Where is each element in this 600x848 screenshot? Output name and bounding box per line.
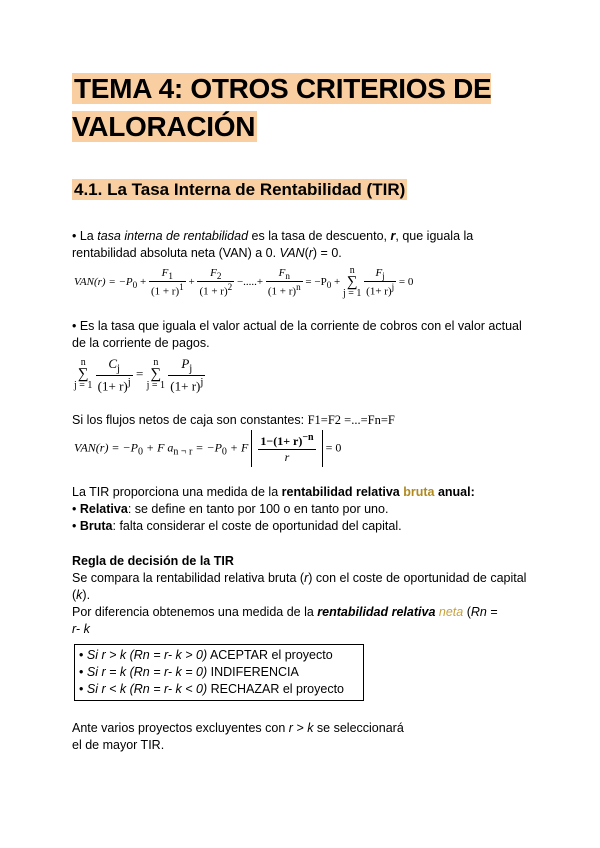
tir-measure-paragraph: La TIR proporciona una medida de la rentabilidad relativa bruta anual: • Relativa: se define en tanto por 100 o en tanto por uno. • Bruta: falta considerar el coste de oportunidad del capital. [72,485,475,533]
rule-accept: • Si r > k (Rn = r- k > 0) ACEPTAR el proyecto [79,648,333,662]
decision-rule-box [74,644,364,701]
final-paragraph: Ante varios proyectos excluyentes con r > k se seleccionará el de mayor TIR. [72,721,404,752]
intro-paragraph: • La tasa interna de rentabilidad es la tasa de descuento, r, que iguala la rentabilidad absoluta neta (VAN) a 0. VAN(r) = 0. [72,229,474,260]
decision-rule-section: Regla de decisión de la TIR Se compara la rentabilidad relativa bruta (r) con el coste de oportunidad de capital (k). Por diferencia obtenemos una medida de la rentabilidad relativa neta (Rn = r- k [72,554,527,636]
van-constant-equation: $VAN(r) = -P_0 + F$ $a_{n \neg r} = -P_0 + F$ $\frac{1-(1+ r)^{-n}}{r}$ = 0 [74,430,341,467]
rule-indifference: • Si r = k (Rn = r- k = 0) INDIFERENCIA [79,665,299,679]
page-title: TEMA 4: OTROS CRITERIOS DE VALORACIÓN [72,73,492,142]
section-heading: 4.1. La Tasa Interna de Rentabilidad (TIR) [74,180,406,199]
flujos-constantes-paragraph: Si los flujos netos de caja son constantes: F1=F2 =...=Fn=F [72,413,395,427]
cobros-pagos-equation: n ∑ j = 1 $\frac{C_j}{(1+ r)^j}$ = n ∑ j = 1 $\frac{P_j}{(1+ r)^j}$ [74,356,204,393]
cobros-pagos-paragraph: • Es la tasa que iguala el valor actual de la corriente de cobros con el valor actual de la corriente de pagos. [72,319,522,350]
van-equation: $VAN(r) = -P_0$ + $\frac{F_1}{(1 + r)^1}$ + $\frac{F_2}{(1 + r)^2}$ −.....+ $\frac{F_n}{(1 + r)^n}$ = $-P_0$ + n ∑ j = 1 $\frac{F_j}{(1+ r)^j}$ = 0 [74,265,414,299]
rule-reject: • Si r < k (Rn = r- k < 0) RECHAZAR el proyecto [79,682,345,696]
